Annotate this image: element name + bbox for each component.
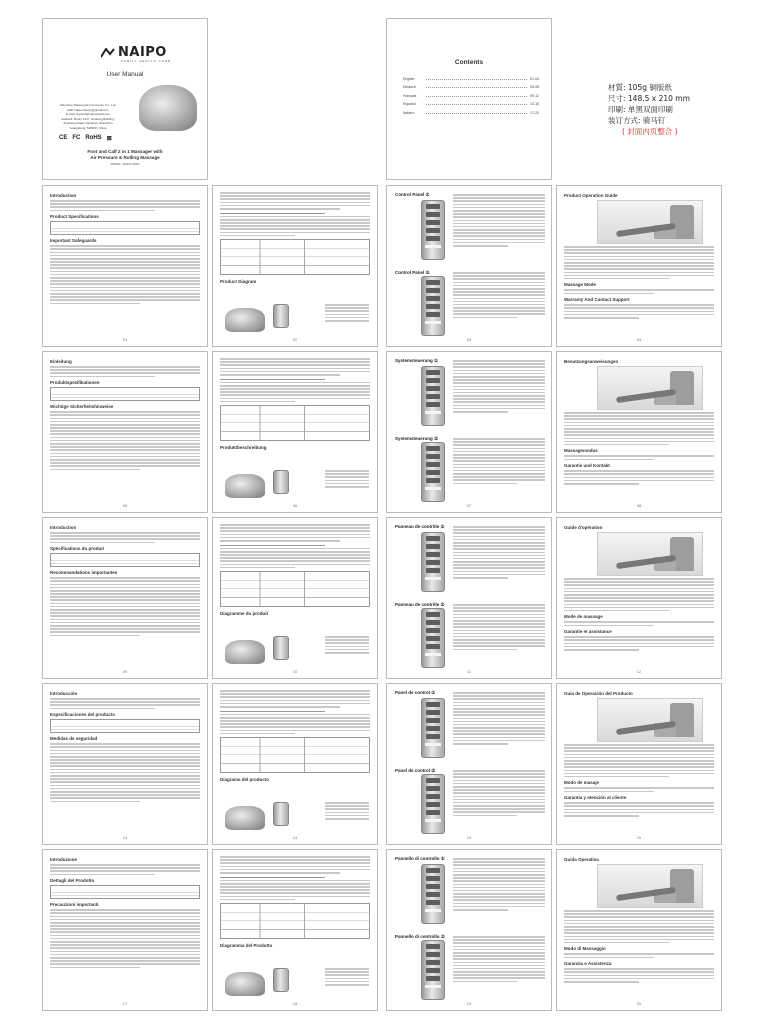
language-spread-row bbox=[42, 517, 762, 679]
control-panel-b-text bbox=[453, 770, 545, 818]
page-number: 20 bbox=[636, 1001, 642, 1006]
massage-mode-heading: Massagemodus bbox=[564, 448, 598, 454]
page-number: 12 bbox=[636, 669, 642, 674]
control-panel-b-image bbox=[421, 276, 445, 336]
safeguards-heading: Wichtige Sicherheitshinweise bbox=[50, 404, 114, 410]
product-diagram-image bbox=[225, 474, 265, 498]
control-panel-a-title: Panneau de contrôle ① bbox=[395, 524, 445, 529]
specs-table bbox=[50, 553, 200, 567]
control-panel-b-title: Panneau de contrôle ② bbox=[395, 602, 445, 607]
warranty-heading: Warranty And Contact Support bbox=[564, 297, 630, 303]
operation-guide-title: Product Operation Guide bbox=[564, 193, 618, 198]
control-panel-b-title: Panel de control ② bbox=[395, 768, 436, 773]
ce-mark: CE bbox=[59, 135, 68, 141]
specs-table bbox=[50, 719, 200, 733]
spec-printing: 印刷: 单黑双面印刷 bbox=[608, 105, 673, 114]
control-panel-b-title: Pannello di controllo ② bbox=[395, 934, 445, 939]
company-line: Shenzhen Meloung E-Commerce Co., Ltd. bbox=[59, 103, 117, 107]
operation-guide-title: Guide d'opération bbox=[564, 525, 603, 530]
cover-page bbox=[42, 18, 208, 180]
manual-page-intro bbox=[42, 849, 208, 1011]
safeguards-heading: Medidas de seguridad bbox=[50, 736, 98, 742]
massage-mode-heading: Massage Mode bbox=[564, 282, 597, 288]
company-info bbox=[53, 103, 123, 130]
page-number: 11 bbox=[466, 669, 472, 674]
certification-marks bbox=[59, 135, 112, 142]
warranty-heading: Garantie et assistance bbox=[564, 629, 612, 635]
cover-row bbox=[42, 18, 762, 180]
company-line: Address: Room 1107, Guoteng Building, bbox=[61, 116, 115, 121]
contents-list bbox=[403, 77, 539, 119]
intro-heading: Introduzione bbox=[50, 857, 77, 862]
page-number: 01 bbox=[122, 337, 128, 342]
control-panel-b-image bbox=[421, 608, 445, 668]
brand-logo bbox=[101, 45, 167, 60]
product-image bbox=[139, 85, 197, 131]
usage-illustration bbox=[597, 532, 703, 576]
intro-heading: Introduction bbox=[50, 193, 77, 198]
control-panel-a-image bbox=[421, 200, 445, 260]
intro-heading: Einleitung bbox=[50, 359, 72, 364]
control-panel-b-text bbox=[453, 272, 545, 320]
company-line: Xinsheng Road, Nanshan, Shenzhen bbox=[63, 121, 113, 125]
diagram-caption: Diagramma del Prodotto bbox=[220, 943, 273, 949]
diagram-labels bbox=[325, 636, 369, 655]
control-panel-b-title: Control Panel ② bbox=[395, 270, 430, 275]
page-number: 15 bbox=[466, 835, 472, 840]
intro-heading: Introducción bbox=[50, 691, 78, 696]
manual-page-operation-guide bbox=[556, 517, 722, 679]
language-spread-row bbox=[42, 849, 762, 1011]
brand-subtitle: FAMILY HEALTH CARE bbox=[121, 59, 172, 63]
massage-mode-heading: Mode de massage bbox=[564, 614, 603, 620]
print-spec bbox=[608, 82, 690, 137]
company-line: Mail: Naipo.Stamp@gmail.com bbox=[67, 107, 109, 112]
warranty-heading: Garantie und Kontakt bbox=[564, 463, 610, 469]
product-diagram-image bbox=[225, 640, 265, 664]
usage-illustration bbox=[597, 200, 703, 244]
diagram-labels bbox=[325, 470, 369, 489]
diagram-caption: Diagramme du produit bbox=[220, 611, 269, 617]
control-panel-a-title: Pannello di controllo ① bbox=[395, 856, 445, 861]
brand-name: NAIPO bbox=[118, 45, 167, 60]
specs-table bbox=[50, 885, 200, 899]
manual-page-intro bbox=[42, 683, 208, 845]
contents-entry: Français 09-12 bbox=[403, 93, 539, 98]
manual-page-operation-guide bbox=[556, 683, 722, 845]
manual-page-control-panel bbox=[386, 849, 552, 1011]
troubleshooting-table bbox=[220, 405, 370, 441]
page-number: 10 bbox=[292, 669, 298, 674]
fcc-mark: FC bbox=[72, 135, 81, 141]
specs-heading: Dettagli del Prodotto bbox=[50, 878, 95, 884]
specs-heading: Produktspezifikationen bbox=[50, 380, 100, 386]
page-number: 03 bbox=[466, 337, 472, 342]
manual-page-control-panel bbox=[386, 351, 552, 513]
product-diagram-image bbox=[225, 806, 265, 830]
operation-steps bbox=[564, 246, 714, 320]
manual-page-control-panel bbox=[386, 517, 552, 679]
spec-binding: 装订方式: 骑马钉 bbox=[608, 116, 666, 125]
page-number: 05 bbox=[122, 503, 128, 508]
remote-diagram-image bbox=[273, 802, 289, 826]
contents-page bbox=[386, 18, 552, 180]
manual-page-diagram bbox=[212, 185, 378, 347]
specs-heading: Product Specifications bbox=[50, 214, 99, 220]
manual-title: User Manual bbox=[106, 71, 144, 78]
control-panel-a-text bbox=[453, 692, 545, 746]
troubleshooting-table bbox=[220, 903, 370, 939]
troubleshooting-table bbox=[220, 571, 370, 607]
page-number: 04 bbox=[636, 337, 642, 342]
page-number: 13 bbox=[122, 835, 128, 840]
weee-bin-icon: ⊠ bbox=[106, 136, 112, 142]
specs-table bbox=[50, 387, 200, 401]
page-number: 07 bbox=[466, 503, 472, 508]
remote-diagram-image bbox=[273, 968, 289, 992]
page-number: 19 bbox=[466, 1001, 472, 1006]
control-panel-a-title: Systemsteuerung ① bbox=[395, 358, 439, 363]
massage-mode-heading: Modo de masaje bbox=[564, 780, 600, 786]
control-panel-a-image bbox=[421, 532, 445, 592]
control-panel-a-image bbox=[421, 864, 445, 924]
operation-steps bbox=[564, 578, 714, 652]
product-diagram-image bbox=[225, 308, 265, 332]
control-panel-a-title: Control Panel ① bbox=[395, 192, 430, 197]
manual-page-control-panel bbox=[386, 683, 552, 845]
warranty-heading: Garanzia e Assistenza bbox=[564, 961, 612, 967]
product-name-line1: Foot and Calf 2 in 1 Massager with bbox=[87, 149, 163, 154]
contents-entry: Italiano 17-20 bbox=[403, 110, 539, 115]
control-panel-a-text bbox=[453, 360, 545, 414]
operation-steps bbox=[564, 910, 714, 984]
page-number: 08 bbox=[636, 503, 642, 508]
manual-page-diagram bbox=[212, 849, 378, 1011]
company-line: E-mail: support@naipoworld.com bbox=[65, 112, 111, 116]
control-panel-b-text bbox=[453, 438, 545, 486]
operation-guide-title: Guida Operativa bbox=[564, 857, 599, 862]
page-number: 17 bbox=[122, 1001, 128, 1006]
page-number: 16 bbox=[636, 835, 642, 840]
contents-entry: English 01-04 bbox=[403, 77, 539, 81]
operation-guide-title: Guía de Operación del Producto bbox=[564, 691, 633, 696]
diagram-caption: Product Diagram bbox=[220, 279, 257, 285]
language-spread-row bbox=[42, 351, 762, 513]
control-panel-a-title: Panel de control ① bbox=[395, 690, 436, 695]
product-name-line2: Air Pressure & Rolling Massage bbox=[90, 155, 160, 160]
page-number: 02 bbox=[292, 337, 298, 342]
manual-page-operation-guide bbox=[556, 185, 722, 347]
control-panel-a-text bbox=[453, 194, 545, 248]
language-spread-row bbox=[42, 683, 762, 845]
diagram-caption: Diagrama del producto bbox=[220, 777, 270, 783]
control-panel-a-image bbox=[421, 698, 445, 758]
contents-entry: Deutsch 05-08 bbox=[403, 85, 539, 90]
control-panel-a-image bbox=[421, 366, 445, 426]
specs-table bbox=[50, 221, 200, 235]
manual-page-intro bbox=[42, 185, 208, 347]
operation-steps bbox=[564, 412, 714, 486]
spec-note: ( 封面内页整合 ) bbox=[622, 127, 678, 136]
safeguards-heading: Recommandations importantes bbox=[50, 570, 118, 576]
safeguards-heading: Important Safeguards bbox=[50, 238, 97, 244]
remote-diagram-image bbox=[273, 636, 289, 660]
rohs-mark: RoHS bbox=[85, 135, 102, 141]
page-number: 18 bbox=[292, 1001, 298, 1006]
diagram-labels bbox=[325, 968, 369, 987]
control-panel-b-title: Systemsteuerung ② bbox=[395, 436, 439, 441]
manual-page-intro bbox=[42, 351, 208, 513]
warranty-heading: Garantía y atención al cliente bbox=[564, 795, 627, 801]
company-line: Guangdong, 518000, China bbox=[69, 125, 107, 130]
control-panel-a-text bbox=[453, 526, 545, 580]
contents-title: Contents bbox=[454, 59, 484, 66]
specs-heading: Spécifications du produit bbox=[50, 546, 105, 552]
model-number: MODEL: MGFP-M002 bbox=[110, 162, 140, 166]
usage-illustration bbox=[597, 698, 703, 742]
operation-guide-title: Benutzungsanweisungen bbox=[564, 359, 619, 364]
manual-page-operation-guide bbox=[556, 849, 722, 1011]
diagram-labels bbox=[325, 304, 369, 323]
specs-heading: Especificaciones del producto bbox=[50, 712, 116, 718]
troubleshooting-table bbox=[220, 737, 370, 773]
troubleshooting-table bbox=[220, 239, 370, 275]
spec-size: 尺寸: 148.5 x 210 mm bbox=[608, 94, 690, 103]
manual-page-diagram bbox=[212, 683, 378, 845]
remote-diagram-image bbox=[273, 304, 289, 328]
page-number: 09 bbox=[122, 669, 128, 674]
safeguards-heading: Precauzioni importanti bbox=[50, 902, 99, 908]
spec-material: 材質: 105g 铜版纸 bbox=[608, 83, 672, 92]
contents-entry: Español 13-16 bbox=[403, 102, 539, 107]
massage-mode-heading: Modo di Massaggio bbox=[564, 946, 606, 952]
usage-illustration bbox=[597, 366, 703, 410]
remote-diagram-image bbox=[273, 470, 289, 494]
logo-mark-icon bbox=[101, 48, 115, 58]
control-panel-a-text bbox=[453, 858, 545, 912]
intro-heading: Introduction bbox=[50, 525, 77, 530]
diagram-labels bbox=[325, 802, 369, 821]
control-panel-b-image bbox=[421, 774, 445, 834]
diagram-caption: Produktbeschreibung bbox=[220, 445, 267, 451]
control-panel-b-text bbox=[453, 604, 545, 652]
manual-page-operation-guide bbox=[556, 351, 722, 513]
product-diagram-image bbox=[225, 972, 265, 996]
manual-page-intro bbox=[42, 517, 208, 679]
manual-page-diagram bbox=[212, 517, 378, 679]
page-number: 06 bbox=[292, 503, 298, 508]
control-panel-b-image bbox=[421, 442, 445, 502]
manual-page-diagram bbox=[212, 351, 378, 513]
manual-page-control-panel bbox=[386, 185, 552, 347]
operation-steps bbox=[564, 744, 714, 818]
page-number: 14 bbox=[292, 835, 298, 840]
control-panel-b-text bbox=[453, 936, 545, 984]
control-panel-b-image bbox=[421, 940, 445, 1000]
usage-illustration bbox=[597, 864, 703, 908]
language-spread-row bbox=[42, 185, 762, 347]
